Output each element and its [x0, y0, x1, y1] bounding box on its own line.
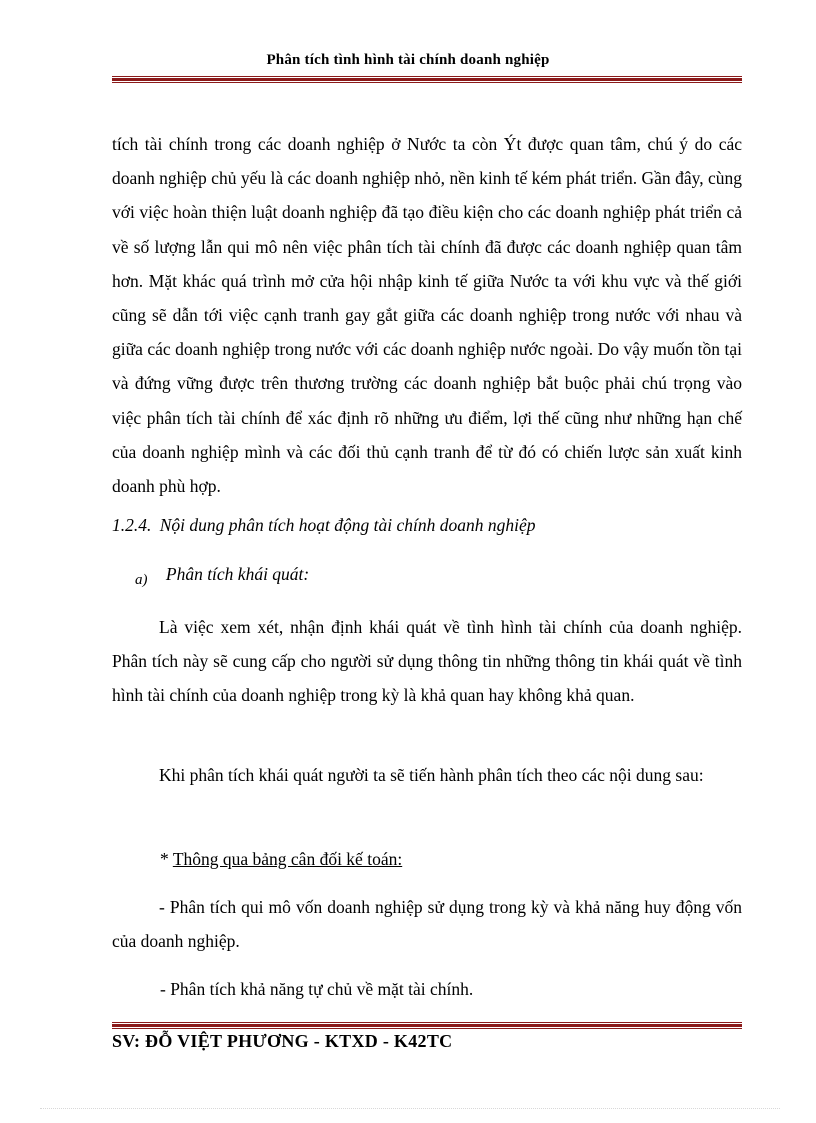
section-number: 1.2.4.	[112, 515, 152, 535]
footer-student-info: SV: ĐỖ VIỆT PHƯƠNG - KTXD - K42TC	[112, 1031, 453, 1051]
list-item: - Phân tích khả năng tự chủ về mặt tài chính.	[160, 979, 474, 999]
page-header-title: Phân tích tình hình tài chính doanh nghiệp	[266, 52, 550, 68]
bullet-prefix: *	[160, 849, 173, 869]
subsection-letter: a)	[135, 572, 148, 588]
section-title: Nội dung phân tích hoạt động tài chính doanh nghiệp	[159, 515, 536, 535]
section-heading-1-2-4	[112, 515, 536, 536]
paragraph-continued: tích tài chính trong các doanh nghiệp ở Nước ta còn Ýt được quan tâm, chú ý do các doanh nghiệp chủ yếu là các doanh nghiệp nhỏ, nền kinh tế kém phát triển. Gần đây, cùng với việc hoàn thiện luật doanh nghiệp đã tạo điều kiện cho các doanh nghiệp phát triển cả về số lượng lẫn qui mô nên việc phân tích tài chính đã được các doanh nghiệp quan tâm hơn. Mặt khác quá trình mở cửa hội nhập kinh tế giữa Nước ta với khu vực và thế giới cũng sẽ dẫn tới việc cạnh tranh gay gắt giữa các doanh nghiệp trong nước với nhau và giữa các doanh nghiệp trong nước với các doanh nghiệp nước ngoài. Do vậy muốn tồn tại và đứng vững được trên thương trường các doanh nghiệp bắt buộc phải chú trọng vào việc phân tích tài chính để xác định rõ những ưu điểm, lợi thế cũng như những hạn chế của doanh nghiệp mình và các đối thủ cạnh tranh để từ đó có chiến lược sản xuất kinh doanh phù hợp.	[112, 134, 742, 497]
paragraph-general-analysis: Là việc xem xét, nhận định khái quát về tình hình tài chính của doanh nghiệp. Phân tích này sẽ cung cấp cho người sử dụng thông tin những thông tin khái quát về tình hình tài chính của doanh nghiệp trong kỳ là khả quan hay không khả quan.	[112, 617, 742, 706]
subsection-title: Phân tích khái quát:	[165, 564, 310, 584]
footer-divider	[112, 1022, 742, 1029]
list-item: - Phân tích qui mô vốn doanh nghiệp sử dụng trong kỳ và khả năng huy động vốn của doanh nghiệp.	[112, 897, 742, 952]
header-divider	[112, 76, 742, 83]
bullet-text: Thông qua bảng cân đối kế toán:	[172, 849, 403, 869]
page-bottom-border	[40, 1108, 780, 1109]
bullet-balance-sheet	[160, 842, 742, 876]
subsection-heading-a	[135, 564, 310, 588]
paragraph-analysis-contents: Khi phân tích khái quát người ta sẽ tiến hành phân tích theo các nội dung sau:	[159, 765, 704, 785]
